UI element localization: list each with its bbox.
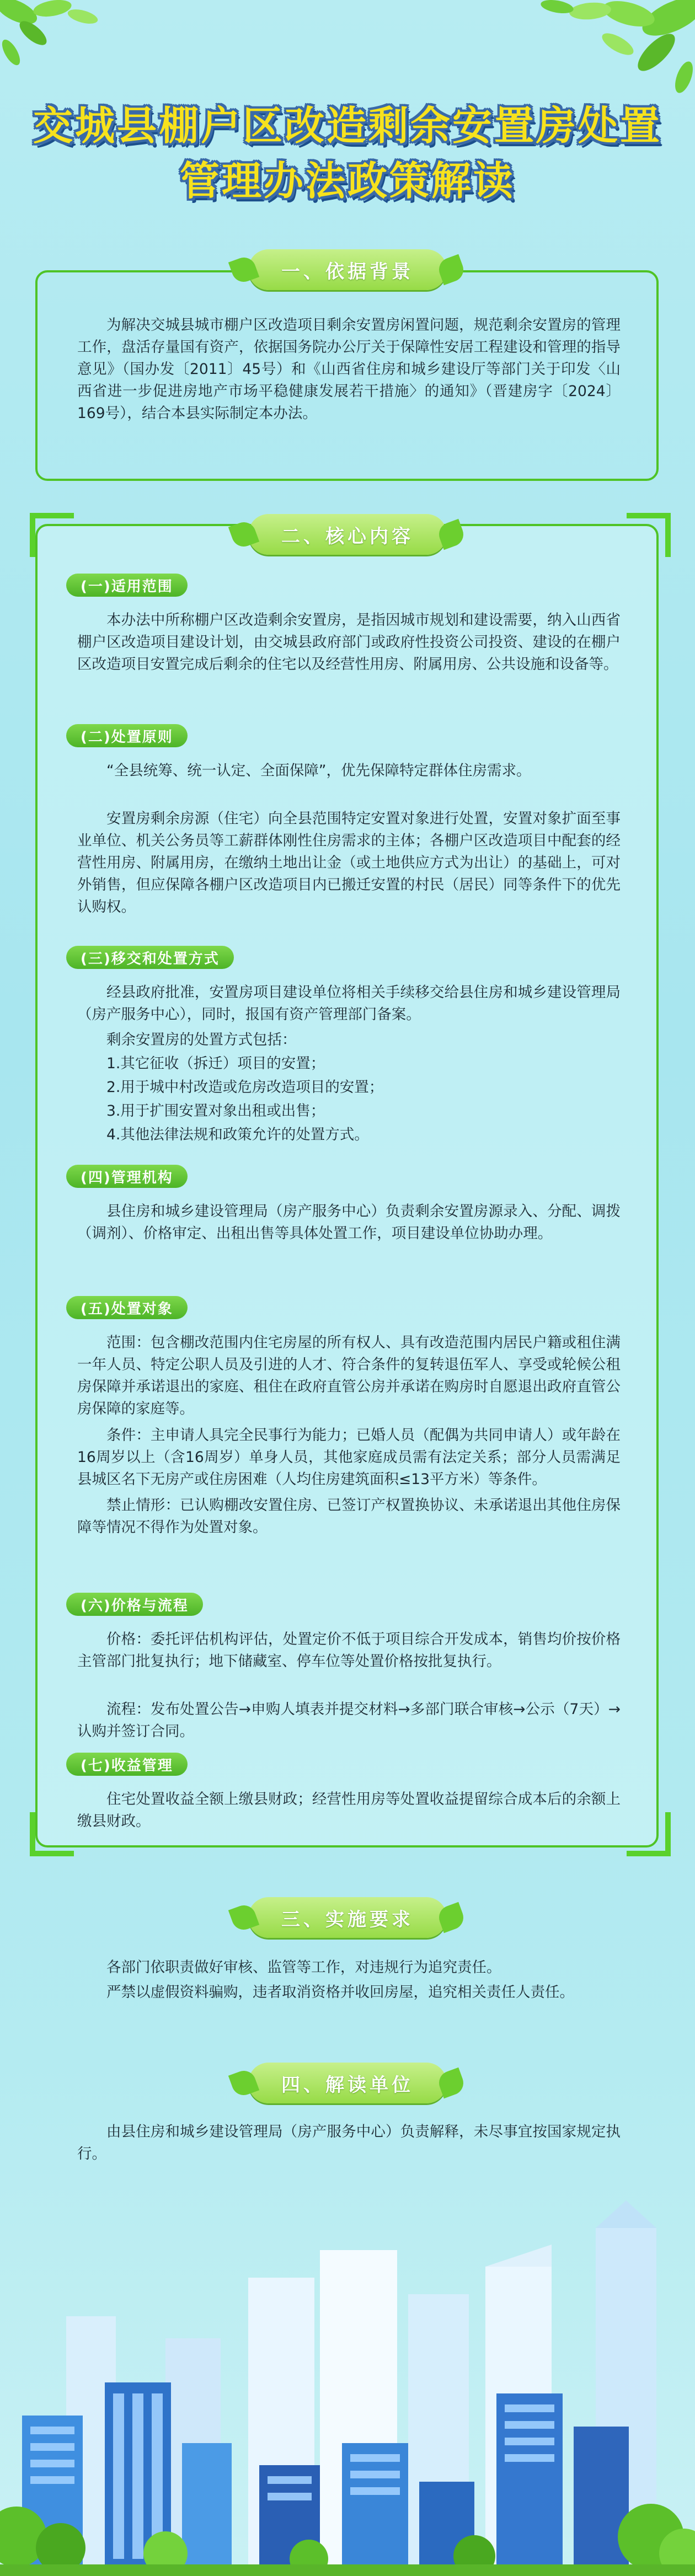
subhead-transfer: (三)移交和处置方式 xyxy=(66,946,234,969)
interpretation-text: 由县住房和城乡建设管理局（房产服务中心）负责解释，未尽事宜按国家规定执行。 xyxy=(77,2123,621,2162)
title-line-2: 管理办法政策解读 xyxy=(179,158,515,204)
corner-bracket xyxy=(30,1812,74,1856)
subhead-target: (五)处置对象 xyxy=(66,1296,188,1319)
principle-text-1: “全县统筹、统一认定、全面保障”，优先保障特定群体住房需求。 xyxy=(106,762,531,779)
leaves-top-right-icon xyxy=(507,0,695,105)
corner-bracket xyxy=(627,1812,671,1856)
implementation-text-2: 严禁以虚假资料骗购，违者取消资格并收回房屋，追究相关责任人责任。 xyxy=(106,1984,574,2001)
transfer-text: 经县政府批准，安置房项目建设单位将相关手续移交给县住房和城乡建设管理局（房产服务中心），同时，报国有资产管理部门备案。 xyxy=(77,984,621,1023)
section-heading-implementation: 三、实施要求 xyxy=(248,1897,447,1938)
target-scope-text: 范围：包含棚改范围内住宅房屋的所有权人、具有改造范围内居民户籍或租住满一年人员、特定公职人员及引进的人才、符合条件的复转退伍军人、享受或轮候公租房保障并承诺退出的家庭、租住在政府直管公房并承诺在购房时自愿退出政府直管公房保障的家庭等。 xyxy=(77,1334,621,1417)
transfer-intro: 剩余安置房的处置方式包括： xyxy=(106,1031,297,1048)
subhead-revenue: (七)收益管理 xyxy=(66,1753,188,1776)
section-heading-core: 二、核心内容 xyxy=(248,514,447,555)
background-text: 为解决交城县城市棚户区改造项目剩余安置房闲置问题，规范剩余安置房的管理工作，盘活存量国有资产，依据国务院办公厅关于保障性安居工程建设和管理的指导意见》（国办发〔2011〕45号）和《山西省住房和城乡建设厅等部门关于印发〈山西省进一步促进房地产市场平稳健康发展若干措施〉的通知》（晋建房字〔2024〕169号），结合本县实际制定本办法。 xyxy=(77,317,621,422)
subhead-agency: (四)管理机构 xyxy=(66,1165,188,1188)
city-skyline-icon xyxy=(0,2184,695,2576)
principle-text-2: 安置房剩余房源（住宅）向全县范围特定安置对象进行处置，安置对象扩面至事业单位、机关公务员等工薪群体刚性住房需求的主体；各棚户区改造项目中配套的经营性用房、附属用房，在缴纳土地出让金（或土地供应方式为出让）的基础上，可对外销售，但应保障各棚户区改造项目内已搬迁安置的村民（居民）同等条件下的优先认购权。 xyxy=(77,810,621,915)
agency-text: 县住房和城乡建设管理局（房产服务中心）负责剩余安置房源录入、分配、调拨（调剂）、价格审定、出租出售等具体处置工作，项目建设单位协助办理。 xyxy=(77,1203,621,1242)
page-title xyxy=(0,98,695,208)
process-text: 流程：发布处置公告→申购人填表并提交材料→多部门联合审核→公示（7天）→认购并签订合同。 xyxy=(77,1701,621,1740)
revenue-text: 住宅处置收益全额上缴县财政；经营性用房等处置收益提留综合成本后的余额上缴县财政。 xyxy=(77,1791,621,1830)
price-text: 价格：委托评估机构评估，处置定价不低于项目综合开发成本，销售均价按价格主管部门批复执行；地下储藏室、停车位等处置价格按批复执行。 xyxy=(77,1631,621,1670)
section-heading-interpretation: 四、解读单位 xyxy=(248,2063,447,2103)
subhead-principle: (二)处置原则 xyxy=(66,724,188,747)
scope-text: 本办法中所称棚户区改造剩余安置房，是指因城市规划和建设需要，纳入山西省棚户区改造项目建设计划，由交城县政府部门或政府性投资公司投资、建设的在棚户区改造项目安置完成后剩余的住宅以及经营性用房、附属用房、公共设施和设备等。 xyxy=(77,612,621,673)
transfer-item: 2.用于城中村改造或危房改造项目的安置； xyxy=(106,1079,384,1096)
transfer-item: 1.其它征收（拆迁）项目的安置； xyxy=(106,1055,325,1072)
transfer-item: 4.其他法律法规和政策允许的处置方式。 xyxy=(106,1126,369,1143)
target-condition-text: 条件：主申请人具完全民事行为能力；已婚人员（配偶为共同申请人）或年龄在16周岁以上（含16周岁）单身人员，其他家庭成员需有法定关系；部分人员需满足县城区名下无房产或住房困难（人均住房建筑面积≤13平方米）等条件。 xyxy=(77,1427,621,1488)
subhead-price: (六)价格与流程 xyxy=(66,1593,203,1616)
section-heading-background: 一、依据背景 xyxy=(248,249,447,290)
leaves-top-left-icon xyxy=(0,0,110,83)
subhead-scope: (一)适用范围 xyxy=(66,574,188,597)
title-line-1: 交城县棚户区改造剩余安置房处置 xyxy=(33,103,662,149)
transfer-item: 3.用于扩围安置对象出租或出售； xyxy=(106,1102,325,1120)
target-prohibit-text: 禁止情形：已认购棚改安置住房、已签订产权置换协议、未承诺退出其他住房保障等情况不得作为处置对象。 xyxy=(77,1497,621,1536)
implementation-text-1: 各部门依职责做好审核、监管等工作，对违规行为追究责任。 xyxy=(106,1959,501,1976)
